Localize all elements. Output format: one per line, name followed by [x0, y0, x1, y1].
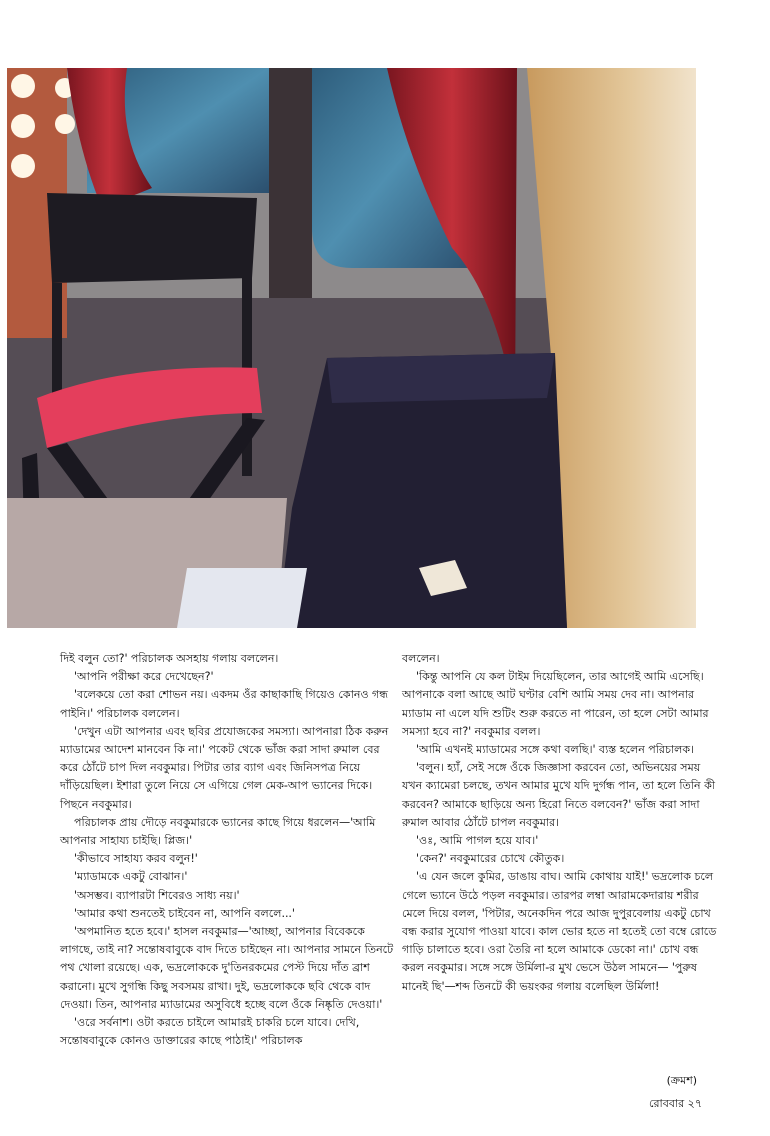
paragraph: 'এ যেন জলে কুমির, ডাঙায় বাঘ। আমি কোথায় যাই!' ভদ্রলোক চলে গেলে ভ্যানে উঠে পড়ল নবকুমার। তারপর লম্বা আরামকেদারায় শরীর মেলে দিয়ে বলল, 'পিটার, অনেকদিন পরে আজ দুপুরবেলায় একটু চোখ বন্ধ করার সুযোগ পাওয়া যাবে। কাল ভোর হতে না হতেই তো বম্বে রোডে গাড়ি চালাতে হবে। ওরা তৈরি না হলে আমাকে ডেকো না।' চোখ বন্ধ করল নবকুমার। সঙ্গে সঙ্গে উর্মিলা-র মুখ ভেসে উঠল সামনে— 'পুরুষ মানেই ছি'—শব্দ তিনটে কী ভয়ংকর গলায় বলেছিল উর্মিলা! [402, 870, 717, 993]
paragraph: 'কিন্তু আপনি যে কল টাইম দিয়েছিলেন, তার আগেই আমি এসেছি। আপনাকে বলা আছে আট ঘণ্টার বেশি আমি সময় দেব না। আপনার ম্যাডাম না এলে যদি শুটিং শুরু করতে না পারেন, তা হলে সেটা আমার সমস্যা হবে না?' নবকুমার বলল। [402, 670, 709, 738]
paragraph: 'ম্যাডামকে একটু বোঝান।' [74, 870, 188, 884]
paragraph: 'ওরে সর্বনাশ। ওটা করতে চাইলে আমারই চাকরি চলে যাবে। দেখি, সন্তোষবাবুকে কোনও ডাক্তারের কাছে পাঠাই।' পরিচালক [60, 1016, 360, 1048]
paragraph: 'কীভাবে সাহায্য করব বলুন!' [74, 852, 198, 866]
paragraph: বললেন। [402, 652, 440, 665]
text-column-right [402, 650, 720, 996]
page-folio: রোববার ২৭ [649, 1097, 702, 1110]
illustration-artwork [7, 68, 696, 628]
continued-marker: (ক্রমশ) [666, 1074, 697, 1087]
paragraph: 'বলেকয়ে তো করা শোভন নয়। একদম ওঁর কাছাকাছি গিয়েও কোনও গন্ধ পাইনি।' পরিচালক বললেন। [60, 688, 389, 720]
paragraph: 'আমি এখনই ম্যাডামের সঙ্গে কথা বলছি।' ব্যস্ত হলেন পরিচালক। [416, 743, 695, 757]
paragraph: 'কেন?' নবকুমারের চোখে কৌতুক। [416, 852, 565, 866]
paragraph: দিই বলুন তো?' পরিচালক অসহায় গলায় বললেন। [60, 652, 279, 665]
paragraph: 'অপমানিত হতে হবে।' হাসল নবকুমার—'আচ্ছা, আপনার বিবেককে লাগছে, তাই না? সন্তোষবাবুকে বাদ দিতে চাইছেন না। আপনার সামনে তিনটে পথ খোলা রয়েছে। এক, ভদ্রলোককে দু'তিনরকমের পেস্ট দিয়ে দাঁত ব্রাশ করানো। মুখে সুগন্ধি কিছু সবসময় রাখা। দুই, ভদ্রলোককে ছবি থেকে বাদ দেওয়া। তিন, আপনার ম্যাডামের অসুবিধে হচ্ছে বলে ওঁকে নিষ্কৃতি দেওয়া।' [60, 925, 394, 1011]
paragraph: 'আপনি পরীক্ষা করে দেখেছেন?' [74, 670, 214, 684]
paragraph: 'দেখুন এটা আপনার এবং ছবির প্রযোজকের সমস্যা। আপনারা ঠিক করুন ম্যাডামের আদেশ মানবেন কি না।' পকেট থেকে ভাঁজ করা সাদা রুমাল বের করে ঠোঁটে চাপ দিল নবকুমার। পিটার তার ব্যাগ এবং জিনিসপত্র নিয়ে দাঁড়িয়েছিল। ইশারা তুলে নিয়ে সে এগিয়ে গেল মেক-আপ ভ্যানের দিকে। পিছনে নবকুমার। [60, 724, 389, 811]
van-interior-illustration [7, 68, 696, 628]
paragraph: 'আমার কথা শুনতেই চাইবেন না, আপনি বললে...' [74, 906, 295, 920]
paragraph: 'ওঃ, আমি পাগল হয়ে যাব।' [416, 834, 539, 848]
text-column-left [60, 650, 400, 1050]
paragraph: 'অসম্ভব। ব্যাপারটা শিবেরও সাধ্য নয়।' [74, 888, 240, 902]
paragraph: পরিচালক প্রায় দৌড়ে নবকুমারকে ভ্যানের কাছে গিয়ে ধরলেন—'আমি আপনার সাহায্য চাইছি। প্লিজ।' [60, 815, 376, 848]
paragraph: 'বলুন। হ্যাঁ, সেই সঙ্গে ওঁকে জিজ্ঞাসা করবেন তো, অভিনয়ের সময় যখন ক্যামেরা চলছে, তখন আমার মুখে যদি দুর্গন্ধ পান, তা হলে তিনি কী করবেন? আমাকে ছাড়িয়ে অন্য হিরো নিতে বলবেন?' ভাঁজ করা সাদা রুমাল আবার ঠোঁটে চাপল নবকুমার। [402, 761, 716, 829]
